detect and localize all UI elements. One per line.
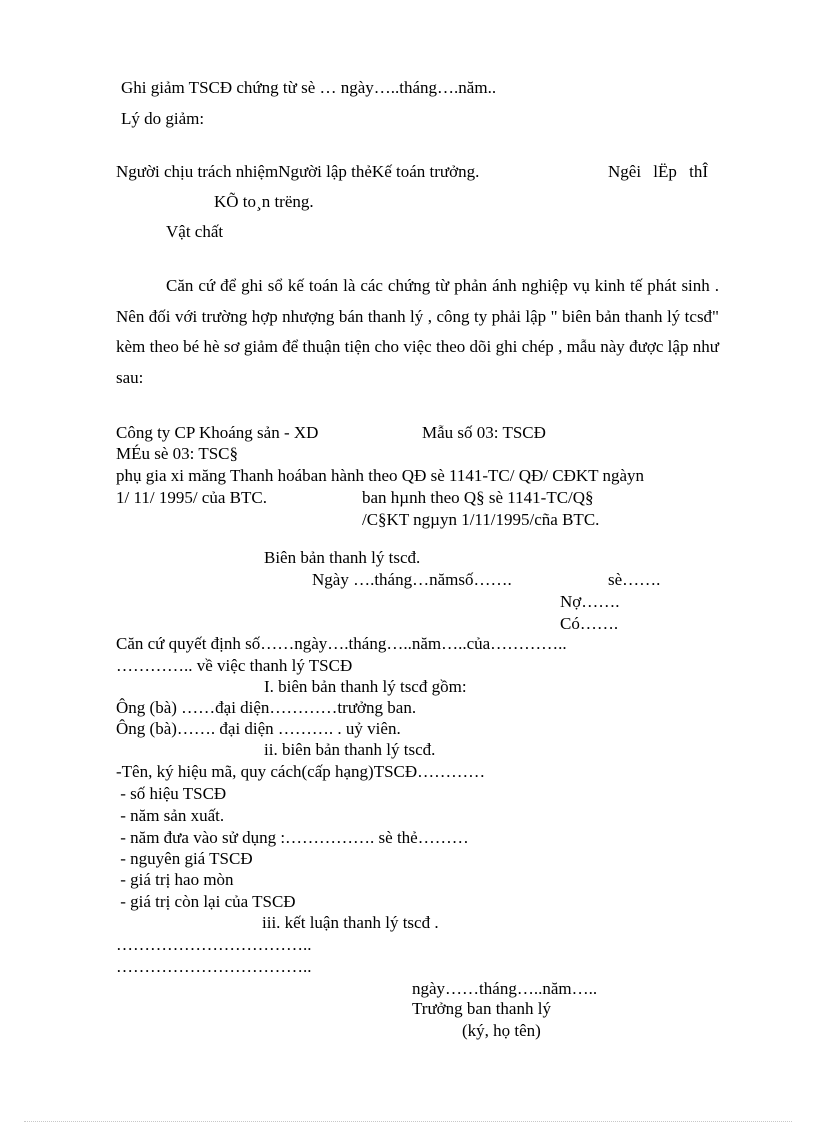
- company-subtitle-decision: phụ gia xi măng Thanh hoában hành theo QĐ sè 1141-TC/ QĐ/ CĐKT ngàyn: [116, 466, 645, 485]
- basis-line-1: Căn cứ quyết định số……ngày….tháng…..năm…..của…………..: [116, 634, 567, 653]
- signature-material: Vật chất: [166, 222, 224, 241]
- asset-item: - năm sản xuất.: [116, 806, 225, 825]
- page-bottom-rule: [24, 1121, 792, 1122]
- conclusion-dots-2: ……………………………..: [116, 957, 312, 976]
- signature-card-maker: Ngêi lËp thÎ: [608, 162, 709, 181]
- member-line-1: Ông (bà) ……đại diện…………trưởng ban.: [116, 698, 417, 717]
- sign-date: ngày……tháng…..năm…..: [412, 979, 598, 998]
- asset-item: - số hiệu TSCĐ: [116, 784, 227, 803]
- conclusion-dots-1: ……………………………..: [116, 935, 312, 954]
- section-2-heading: ii. biên bản thanh lý tscđ.: [264, 740, 436, 759]
- section-1-heading: I. biên bản thanh lý tscđ gồm:: [264, 677, 467, 696]
- form-debit: Nợ…….: [560, 592, 620, 611]
- signature-titles: Người chịu trách nhiệmNgười lập thẻKế toán trưởng.: [116, 162, 480, 181]
- form-number-garbled: MÉu sè 03: TSC§: [116, 444, 239, 463]
- company-name: Công ty CP Khoáng sản - XD: [116, 423, 319, 442]
- form-date-line: Ngày ….tháng…nămsố…….: [312, 570, 512, 589]
- decision-garbled-1: ban hµnh theo Q§ sè 1141-TC/Q§: [362, 488, 594, 507]
- sign-title: Trưởng ban thanh lý: [412, 999, 551, 1018]
- asset-item: - nguyên giá TSCĐ: [116, 849, 253, 868]
- form-serial-number: sè…….: [608, 570, 661, 589]
- sign-note: (ký, họ tên): [462, 1021, 541, 1040]
- asset-item: -Tên, ký hiệu mã, quy cách(cấp hạng)TSCĐ…………: [116, 762, 486, 781]
- member-line-2: Ông (bà)……. đại diện ………. . uỷ viên.: [116, 719, 401, 738]
- decrease-reason-label: Lý do giảm:: [121, 109, 205, 128]
- form-credit: Có…….: [560, 614, 619, 633]
- signature-chief-accountant: KÕ to¸n trëng.: [214, 192, 314, 211]
- basis-line-2: ………….. về việc thanh lý TSCĐ: [116, 656, 353, 675]
- form-title: Biên bản thanh lý tscđ.: [264, 548, 421, 567]
- form-number: Mẫu số 03: TSCĐ: [422, 423, 546, 442]
- asset-item: - giá trị còn lại của TSCĐ: [116, 892, 296, 911]
- decrease-record-line: Ghi giảm TSCĐ chứng từ sè … ngày…..tháng….năm..: [121, 78, 497, 97]
- decision-date: 1/ 11/ 1995/ của BTC.: [116, 488, 267, 507]
- section-3-heading: iii. kết luận thanh lý tscđ .: [262, 913, 439, 932]
- decision-garbled-2: /C§KT ngµyn 1/11/1995/cña BTC.: [362, 510, 600, 529]
- asset-item: - giá trị hao mòn: [116, 870, 234, 889]
- asset-item: - năm đưa vào sử dụng :……………. sè thẻ………: [116, 828, 469, 847]
- intro-paragraph: Căn cứ để ghi sổ kế toán là các chứng từ phản ánh nghiệp vụ kinh tế phát sinh . Nên đối với trường hợp nhượng bán thanh lý , công ty phải lập " biên bản thanh lý tcsđ" kèm theo bé hè sơ giảm để thuận tiện cho việc theo dõi ghi chép , mẫu này được lập như sau:: [116, 276, 719, 387]
